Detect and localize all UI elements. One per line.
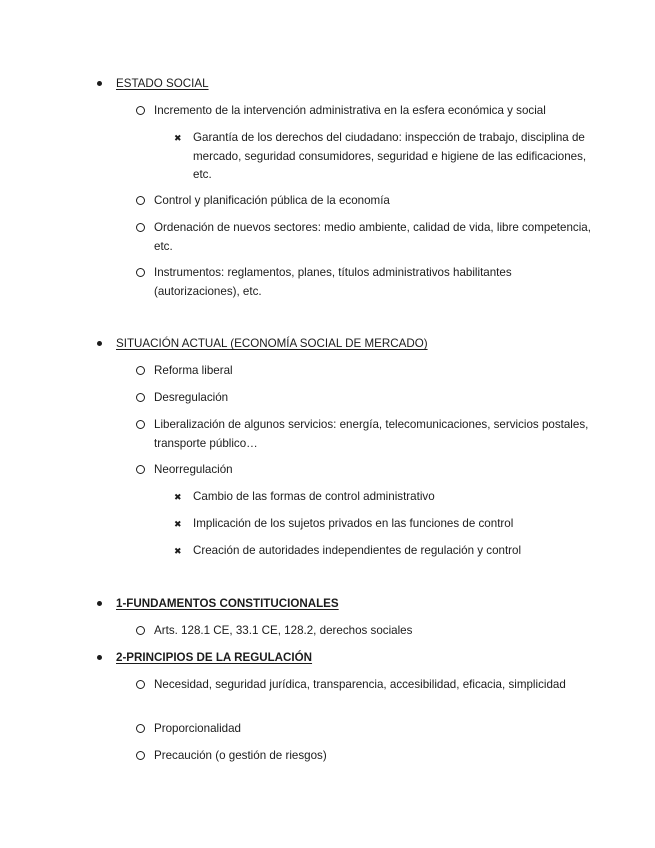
- list-item-text: Reforma liberal: [154, 364, 233, 377]
- section-principios: [116, 649, 616, 668]
- list-item-text: Instrumentos: reglamentos, planes, títulos administrativos habilitantes (autorizaciones), etc.: [154, 266, 512, 298]
- disc-bullet-icon: [97, 601, 102, 606]
- sub-list-item: [174, 129, 593, 185]
- star-bullet-icon: ✖: [174, 519, 182, 529]
- section-heading: 1-FUNDAMENTOS CONSTITUCIONALES: [116, 597, 339, 610]
- list-item-text: Incremento de la intervención administrativa en la esfera económica y social: [154, 104, 546, 117]
- list-item-text: Arts. 128.1 CE, 33.1 CE, 128.2, derechos sociales: [154, 624, 413, 637]
- section-fundamentos: [116, 595, 616, 614]
- list-item-text: Desregulación: [154, 391, 229, 404]
- section-heading: 2-PRINCIPIOS DE LA REGULACIÓN: [116, 651, 313, 664]
- sub-list-item-text: Creación de autoridades independientes de regulación y control: [193, 544, 522, 557]
- list-item-text: Precaución (o gestión de riesgos): [154, 749, 327, 762]
- list-item: [154, 416, 594, 453]
- circle-bullet-icon: [136, 420, 145, 429]
- circle-bullet-icon: [136, 223, 145, 232]
- list-item: [154, 676, 594, 695]
- circle-bullet-icon: [136, 268, 145, 277]
- circle-bullet-icon: [136, 393, 145, 402]
- list-item: [154, 192, 594, 211]
- circle-bullet-icon: [136, 196, 145, 205]
- sub-list-item: [174, 488, 593, 507]
- list-item: [154, 389, 594, 408]
- sub-list-item-text: Cambio de las formas de control administrativo: [193, 490, 435, 503]
- circle-bullet-icon: [136, 751, 145, 760]
- circle-bullet-icon: [136, 626, 145, 635]
- sub-list-item-text: Implicación de los sujetos privados en las funciones de control: [193, 517, 514, 530]
- list-item-text: Ordenación de nuevos sectores: medio ambiente, calidad de vida, libre competencia, etc.: [154, 221, 591, 253]
- star-bullet-icon: ✖: [174, 492, 182, 502]
- section-heading: ESTADO SOCIAL: [116, 77, 209, 90]
- sub-list-item: [174, 542, 593, 561]
- list-item: [154, 264, 594, 301]
- list-item: [154, 362, 594, 381]
- section-estado-social: [116, 75, 616, 94]
- list-item-text: Necesidad, seguridad jurídica, transparencia, accesibilidad, eficacia, simplicidad: [154, 678, 566, 691]
- section-situacion-actual: [116, 335, 616, 354]
- sub-list-item: [174, 515, 593, 534]
- circle-bullet-icon: [136, 724, 145, 733]
- disc-bullet-icon: [97, 655, 102, 660]
- circle-bullet-icon: [136, 680, 145, 689]
- section-heading: SITUACIÓN ACTUAL (ECONOMÍA SOCIAL DE MERCADO): [116, 337, 428, 350]
- list-item-text: Control y planificación pública de la economía: [154, 194, 390, 207]
- list-item-text: Liberalización de algunos servicios: energía, telecomunicaciones, servicios postales, transporte público…: [154, 418, 589, 450]
- circle-bullet-icon: [136, 465, 145, 474]
- list-item-text: Neorregulación: [154, 463, 233, 476]
- list-item: [154, 720, 594, 739]
- list-item-text: Proporcionalidad: [154, 722, 242, 735]
- list-item: [154, 461, 594, 480]
- list-item: [154, 219, 594, 256]
- disc-bullet-icon: [97, 341, 102, 346]
- star-bullet-icon: ✖: [174, 546, 182, 556]
- list-item: [154, 622, 594, 641]
- list-item: [154, 747, 594, 766]
- disc-bullet-icon: [97, 81, 102, 86]
- sub-list-item-text: Garantía de los derechos del ciudadano: inspección de trabajo, disciplina de mercado, seguridad consumidores, seguridad e higiene de las edificaciones, etc.: [193, 131, 587, 181]
- circle-bullet-icon: [136, 366, 145, 375]
- list-item: [154, 102, 594, 121]
- star-bullet-icon: ✖: [174, 133, 182, 143]
- circle-bullet-icon: [136, 106, 145, 115]
